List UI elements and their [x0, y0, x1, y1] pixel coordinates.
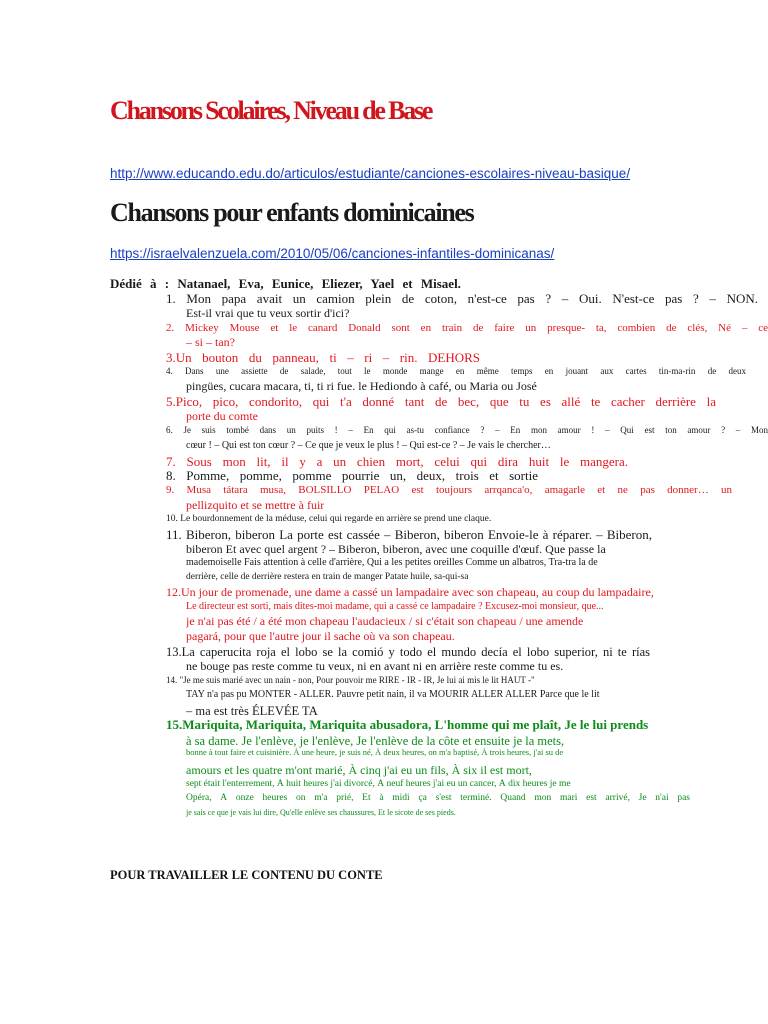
song-line: cœur ! – Qui est ton cœur ? – Ce que je veux le plus ! – Qui est-ce ? – Je vais le chercher…	[186, 440, 551, 451]
song-line: TAY n'a pas pu MONTER - ALLER. Pauvre petit nain, il va MOURIR ALLER ALLER Parce que le lit	[186, 689, 600, 700]
song-line: 8. Pomme, pomme, pomme pourrie un, deux, trois et sortie	[166, 469, 538, 483]
song-line: pagará, pour que l'autre jour il sache où va son chapeau.	[186, 630, 455, 643]
song-line: 15.Mariquita, Mariquita, Mariquita abusadora, L'homme qui me plaît, Je le lui prends	[166, 718, 649, 732]
song-line: 2. Mickey Mouse et le canard Donald sont en train de faire un presque- ta, combien de clés, Né – ce	[166, 322, 768, 334]
song-line: 13.La caperucita roja el lobo se la comió y todo el mundo decía el lobo superior, ni te rías	[166, 645, 650, 659]
song-line: 7. Sous mon lit, il y a un chien mort, celui qui dira huit le mangera.	[166, 455, 628, 469]
page-title: Chansons Scolaires, Niveau de Base	[110, 96, 432, 125]
section-title: POUR TRAVAILLER LE CONTENU DU CONTE	[110, 868, 383, 882]
song-line: pellizquito et se mettre à fuir	[186, 499, 325, 512]
song-line: 3.Un bouton du panneau, ti – ri – rin. DEHORS	[166, 351, 480, 365]
song-line: amours et les quatre m'ont marié, À cinq j'ai eu un fils, À six il est mort,	[186, 764, 532, 777]
song-line: 12.Un jour de promenade, une dame a cassé un lampadaire avec son chapeau, au coup du lampadaire,	[166, 586, 654, 599]
song-line: 1. Mon papa avait un camion plein de coton, n'est-ce pas ? – Oui. N'est-ce pas ? – NON.	[166, 292, 758, 306]
source-link-israelvalenzuela[interactable]: https://israelvalenzuela.com/2010/05/06/canciones-infantiles-dominicanas/	[110, 246, 555, 261]
song-line: – si – tan?	[186, 336, 235, 349]
song-line: Est-il vrai que tu veux sortir d'ici?	[186, 307, 350, 320]
song-line: porte du comte	[186, 410, 258, 423]
song-line: derrière, celle de derrière restera en train de manger Patate huile, sa-qui-sa	[186, 572, 469, 582]
song-line: 11. Biberon, biberon La porte est cassée – Biberon, biberon Envoie-le à réparer. – Biberon,	[166, 528, 652, 542]
song-line: bonne à tout faire et cuisinière. À une heure, je suis né, À deux heures, on m'a baptisé, À trois heures, j'ai su de	[186, 748, 564, 757]
song-line: 14. "Je me suis marié avec un nain - non, Pour pouvoir me RIRE - IR - IR, Je lui ai mis le lit HAUT -"	[166, 675, 535, 685]
song-line: 9. Musa tátara musa, BOLSILLO PELAO est toujours arrqanca'o, amagarle et ne pas donner… un	[166, 484, 732, 496]
song-line: je sais ce que je vais lui dire, Qu'elle enlève ses chaussures, Et le sicote de ses pieds.	[186, 808, 456, 817]
song-line: biberon Et avec quel argent ? – Biberon, biberon, avec une coquille d'œuf. Que passe la	[186, 543, 606, 556]
song-line: mademoiselle Fais attention à celle d'arrière, Qui a les petites oreilles Comme un albatros, Tra-tra la de	[186, 557, 598, 568]
song-line: 5.Pico, pico, condorito, qui t'a donné tant de bec, que tu es allé te cacher derrière la	[166, 395, 716, 409]
song-line: sept était l'enterrement, À huit heures j'ai divorcé, À neuf heures j'ai eu un cancer, À dix heures je me	[186, 779, 571, 789]
song-line: pingües, cucara macara, ti, ti ri fue. le Hediondo à café, ou Maria ou José	[186, 380, 537, 393]
song-line: Le directeur est sorti, mais dites-moi madame, qui a cassé ce lampadaire ? Excusez-moi monsieur, que...	[186, 601, 604, 612]
song-line: Opéra, À onze heures on m'a prié, Et à midi ça s'est terminé. Quand mon mari est arrivé, Je n'ai pas	[186, 793, 690, 803]
dedication: Dédié à : Natanael, Eva, Eunice, Eliezer, Yael et Misael.	[110, 276, 461, 291]
song-line: je n'ai pas été / a été mon chapeau l'audacieux / si c'était son chapeau / une amende	[186, 615, 584, 628]
song-line: – ma est très ÉLEVÉE TA	[186, 704, 318, 718]
source-link-educando[interactable]: http://www.educando.edu.do/articulos/estudiante/canciones-escolaires-niveau-basique/	[110, 166, 631, 181]
song-line: ne bouge pas reste comme tu veux, ni en avant ni en arrière reste comme tu es.	[186, 660, 564, 673]
song-line: 10. Le bourdonnement de la méduse, celui qui regarde en arrière se prend une claque.	[166, 514, 492, 524]
section-heading: Chansons pour enfants dominicaines	[110, 198, 474, 227]
song-line: à sa dame. Je l'enlève, je l'enlève, Je l'enlève de la côte et ensuite je la mets,	[186, 734, 565, 748]
song-line: 6. Je suis tombé dans un puits ! – En qui as-tu confiance ? – En mon amour ! – Qui est ton amour ? – Mon	[166, 425, 768, 435]
song-line: 4. Dans une assiette de salade, tout le monde mange en même temps en jouant aux cartes tin-ma-rin de deux	[166, 366, 746, 376]
